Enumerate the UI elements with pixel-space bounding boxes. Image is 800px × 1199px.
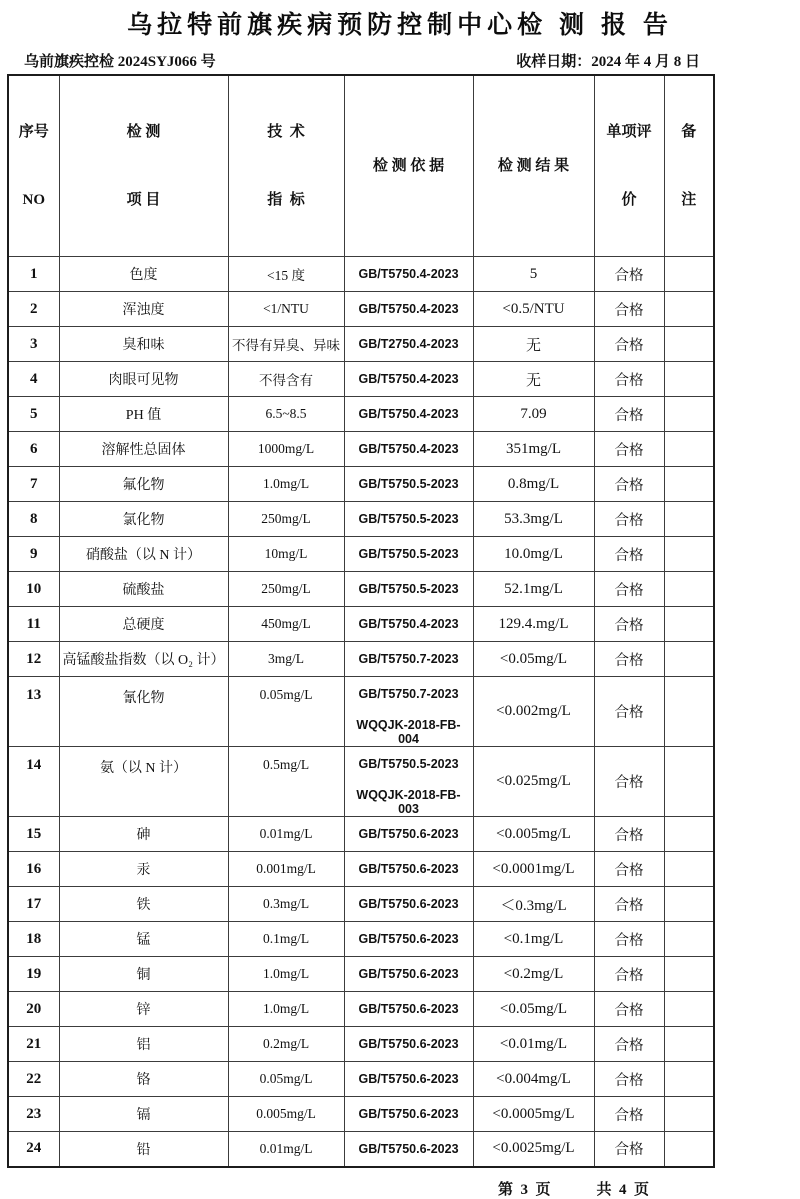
row-tech: 1000mg/L — [228, 432, 344, 467]
basis-standard: GB/T5750.5-2023 — [358, 512, 459, 526]
table-row — [8, 1097, 714, 1132]
basis-standard: GB/T5750.7-2023 — [358, 687, 459, 701]
basis-standard: GB/T5750.4-2023 — [358, 302, 459, 316]
row-no: 20 — [8, 992, 59, 1027]
basis-standard: GB/T5750.7-2023 — [358, 652, 459, 666]
row-item: 溶解性总固体 — [59, 432, 228, 467]
col-header-item: 检 测 项 目 — [59, 75, 228, 257]
row-no: 8 — [8, 502, 59, 537]
basis-standard: GB/T5750.5-2023 — [358, 547, 459, 561]
row-no: 3 — [8, 327, 59, 362]
row-basis — [344, 642, 473, 677]
row-result: <0.0005mg/L — [473, 1097, 594, 1132]
row-tech: 不得有异臭、异味 — [228, 327, 344, 362]
row-remark — [664, 852, 714, 887]
row-result: 52.1mg/L — [473, 572, 594, 607]
row-result: ＜0.3mg/L — [473, 887, 594, 922]
row-eval: 合格 — [594, 572, 664, 607]
row-no: 9 — [8, 537, 59, 572]
basis-standard: GB/T5750.6-2023 — [358, 1037, 459, 1051]
row-basis — [344, 992, 473, 1027]
row-no: 17 — [8, 887, 59, 922]
table-row — [8, 537, 714, 572]
table-row — [8, 607, 714, 642]
basis-standard: GB/T5750.4-2023 — [358, 407, 459, 421]
row-no: 10 — [8, 572, 59, 607]
row-remark — [664, 1132, 714, 1167]
row-result: 53.3mg/L — [473, 502, 594, 537]
row-no: 12 — [8, 642, 59, 677]
basis-standard: GB/T5750.5-2023 — [358, 757, 459, 771]
row-basis — [344, 1132, 473, 1167]
row-result: <0.0001mg/L — [473, 852, 594, 887]
row-basis — [344, 292, 473, 327]
basis-standard: GB/T5750.6-2023 — [358, 827, 459, 841]
row-tech: 0.5mg/L — [228, 747, 344, 817]
row-basis — [344, 467, 473, 502]
row-no: 22 — [8, 1062, 59, 1097]
row-no: 1 — [8, 257, 59, 292]
row-eval: 合格 — [594, 677, 664, 747]
table-row — [8, 1027, 714, 1062]
row-remark — [664, 1097, 714, 1132]
row-remark — [664, 537, 714, 572]
report-subheader — [24, 50, 700, 71]
row-eval: 合格 — [594, 1097, 664, 1132]
row-no: 24 — [8, 1132, 59, 1167]
row-result: <0.05mg/L — [473, 992, 594, 1027]
row-tech: 0.2mg/L — [228, 1027, 344, 1062]
row-basis — [344, 572, 473, 607]
row-item: 硫酸盐 — [59, 572, 228, 607]
row-tech: 0.005mg/L — [228, 1097, 344, 1132]
table-row — [8, 817, 714, 852]
basis-standard: GB/T5750.6-2023 — [358, 897, 459, 911]
row-basis — [344, 747, 473, 817]
row-remark — [664, 467, 714, 502]
row-remark — [664, 502, 714, 537]
basis-standard: GB/T5750.5-2023 — [358, 582, 459, 596]
table-row — [8, 397, 714, 432]
row-eval: 合格 — [594, 852, 664, 887]
row-eval: 合格 — [594, 747, 664, 817]
col-header-remark: 备 注 — [664, 75, 714, 257]
row-basis — [344, 1062, 473, 1097]
row-item: 汞 — [59, 852, 228, 887]
row-tech: 0.01mg/L — [228, 817, 344, 852]
row-remark — [664, 642, 714, 677]
basis-standard: GB/T5750.6-2023 — [358, 862, 459, 876]
row-item: 氯化物 — [59, 502, 228, 537]
row-remark — [664, 677, 714, 747]
basis-standard: GB/T5750.5-2023 — [358, 477, 459, 491]
row-tech: 1.0mg/L — [228, 992, 344, 1027]
table-body — [8, 257, 714, 1167]
row-result: 无 — [473, 362, 594, 397]
row-item: 砷 — [59, 817, 228, 852]
row-eval: 合格 — [594, 1062, 664, 1097]
row-item: 硝酸盐（以 N 计） — [59, 537, 228, 572]
row-result: 10.0mg/L — [473, 537, 594, 572]
row-basis — [344, 607, 473, 642]
page-total: 共 4 页 — [596, 1181, 650, 1198]
row-eval: 合格 — [594, 502, 664, 537]
row-result: 129.4.mg/L — [473, 607, 594, 642]
row-eval: 合格 — [594, 992, 664, 1027]
row-no: 6 — [8, 432, 59, 467]
table-row — [8, 677, 714, 747]
row-remark — [664, 432, 714, 467]
row-remark — [664, 292, 714, 327]
row-tech: 0.1mg/L — [228, 922, 344, 957]
row-tech: 450mg/L — [228, 607, 344, 642]
row-item: 锰 — [59, 922, 228, 957]
row-item: 浑浊度 — [59, 292, 228, 327]
page-title: 乌拉特前旗疾病预防控制中心检 测 报 告 — [127, 11, 673, 39]
table-row — [8, 642, 714, 677]
table-row — [8, 747, 714, 817]
basis-standard: GB/T5750.6-2023 — [358, 1002, 459, 1016]
row-basis — [344, 362, 473, 397]
row-item: 臭和味 — [59, 327, 228, 362]
row-eval: 合格 — [594, 327, 664, 362]
row-item: 铝 — [59, 1027, 228, 1062]
row-eval: 合格 — [594, 957, 664, 992]
row-basis — [344, 327, 473, 362]
page-footer — [498, 1178, 800, 1199]
row-basis — [344, 852, 473, 887]
row-remark — [664, 817, 714, 852]
basis-standard: GB/T5750.4-2023 — [358, 617, 459, 631]
row-remark — [664, 327, 714, 362]
row-result: <0.5/NTU — [473, 292, 594, 327]
row-no: 13 — [8, 677, 59, 747]
row-eval: 合格 — [594, 642, 664, 677]
row-basis — [344, 432, 473, 467]
col-header-result: 检 测 结 果 — [473, 75, 594, 257]
row-no: 23 — [8, 1097, 59, 1132]
row-eval: 合格 — [594, 537, 664, 572]
basis-standard: GB/T5750.4-2023 — [358, 372, 459, 386]
row-remark — [664, 572, 714, 607]
row-basis — [344, 1097, 473, 1132]
row-result: <0.004mg/L — [473, 1062, 594, 1097]
row-item: 氟化物 — [59, 467, 228, 502]
row-item: 色度 — [59, 257, 228, 292]
row-no: 15 — [8, 817, 59, 852]
row-no: 2 — [8, 292, 59, 327]
row-no: 18 — [8, 922, 59, 957]
table-row — [8, 432, 714, 467]
row-remark — [664, 747, 714, 817]
row-eval: 合格 — [594, 817, 664, 852]
row-basis — [344, 397, 473, 432]
row-remark — [664, 922, 714, 957]
row-item: 铜 — [59, 957, 228, 992]
sample-date: 收样日期：2024 年 4 月 8 日 — [516, 54, 700, 70]
table-row — [8, 502, 714, 537]
row-eval: 合格 — [594, 1027, 664, 1062]
row-no: 14 — [8, 747, 59, 817]
row-no: 19 — [8, 957, 59, 992]
table-row — [8, 362, 714, 397]
row-basis — [344, 887, 473, 922]
test-results-table — [7, 74, 715, 1168]
row-eval: 合格 — [594, 1132, 664, 1167]
row-item: 铅 — [59, 1132, 228, 1167]
row-basis — [344, 817, 473, 852]
row-tech: 0.01mg/L — [228, 1132, 344, 1167]
row-result: <0.2mg/L — [473, 957, 594, 992]
row-no: 11 — [8, 607, 59, 642]
row-remark — [664, 397, 714, 432]
row-basis — [344, 257, 473, 292]
row-result: <0.005mg/L — [473, 817, 594, 852]
row-result: <0.025mg/L — [473, 747, 594, 817]
row-remark — [664, 1027, 714, 1062]
row-tech: 不得含有 — [228, 362, 344, 397]
row-item: 锌 — [59, 992, 228, 1027]
table-header-row — [8, 75, 714, 257]
table-row — [8, 992, 714, 1027]
row-item: 氨（以 N 计） — [59, 747, 228, 817]
row-result: 无 — [473, 327, 594, 362]
row-tech: 1.0mg/L — [228, 467, 344, 502]
col-header-eval: 单项评 价 — [594, 75, 664, 257]
row-result: 7.09 — [473, 397, 594, 432]
basis-standard: GB/T5750.6-2023 — [358, 932, 459, 946]
row-tech: 0.3mg/L — [228, 887, 344, 922]
row-no: 16 — [8, 852, 59, 887]
row-result: <0.0025mg/L — [473, 1132, 594, 1167]
report-number: 乌前旗疾控检 2024SYJ066 号 — [24, 54, 216, 70]
row-item: PH 值 — [59, 397, 228, 432]
row-tech: 1.0mg/L — [228, 957, 344, 992]
row-eval: 合格 — [594, 887, 664, 922]
row-tech: 0.05mg/L — [228, 677, 344, 747]
row-result: 351mg/L — [473, 432, 594, 467]
table-row — [8, 852, 714, 887]
table-row — [8, 1062, 714, 1097]
row-tech: 0.05mg/L — [228, 1062, 344, 1097]
row-result: <0.05mg/L — [473, 642, 594, 677]
row-item: 肉眼可见物 — [59, 362, 228, 397]
basis-standard: GB/T5750.6-2023 — [358, 1072, 459, 1086]
row-basis — [344, 502, 473, 537]
basis-method: WQQJK-2018-FB-004 — [356, 718, 461, 746]
row-result: 5 — [473, 257, 594, 292]
row-eval: 合格 — [594, 257, 664, 292]
row-tech: 0.001mg/L — [228, 852, 344, 887]
row-tech: 6.5~8.5 — [228, 397, 344, 432]
table-row — [8, 327, 714, 362]
basis-standard: GB/T5750.4-2023 — [358, 267, 459, 281]
row-eval: 合格 — [594, 292, 664, 327]
row-remark — [664, 887, 714, 922]
row-tech: 250mg/L — [228, 572, 344, 607]
row-no: 21 — [8, 1027, 59, 1062]
row-item: 铁 — [59, 887, 228, 922]
page-number: 第 3 页 — [498, 1181, 551, 1198]
row-tech: <15 度 — [228, 257, 344, 292]
table-row — [8, 572, 714, 607]
row-tech: 250mg/L — [228, 502, 344, 537]
row-tech: <1/NTU — [228, 292, 344, 327]
basis-standard: GB/T5750.4-2023 — [358, 442, 459, 456]
row-tech: 3mg/L — [228, 642, 344, 677]
basis-standard: GB/T5750.6-2023 — [358, 967, 459, 981]
basis-standard: GB/T5750.6-2023 — [358, 1107, 459, 1121]
row-basis — [344, 957, 473, 992]
row-basis — [344, 677, 473, 747]
row-basis — [344, 537, 473, 572]
col-header-tech: 技 术 指 标 — [228, 75, 344, 257]
row-remark — [664, 1062, 714, 1097]
table-row — [8, 957, 714, 992]
row-eval: 合格 — [594, 397, 664, 432]
row-eval: 合格 — [594, 607, 664, 642]
row-basis — [344, 922, 473, 957]
row-no: 4 — [8, 362, 59, 397]
row-result: <0.002mg/L — [473, 677, 594, 747]
row-basis — [344, 1027, 473, 1062]
table-row — [8, 292, 714, 327]
row-eval: 合格 — [594, 922, 664, 957]
col-header-no: 序号 NO — [8, 75, 59, 257]
col-header-basis: 检 测 依 据 — [344, 75, 473, 257]
row-eval: 合格 — [594, 362, 664, 397]
row-eval: 合格 — [594, 467, 664, 502]
row-no: 5 — [8, 397, 59, 432]
row-eval: 合格 — [594, 432, 664, 467]
row-item: 总硬度 — [59, 607, 228, 642]
basis-standard: GB/T2750.4-2023 — [358, 337, 459, 351]
row-item: 镉 — [59, 1097, 228, 1132]
row-item: 铬 — [59, 1062, 228, 1097]
table-row — [8, 467, 714, 502]
row-remark — [664, 607, 714, 642]
table-row — [8, 887, 714, 922]
row-item: 氰化物 — [59, 677, 228, 747]
basis-standard: GB/T5750.6-2023 — [358, 1141, 459, 1156]
row-tech: 10mg/L — [228, 537, 344, 572]
table-row — [8, 1132, 714, 1167]
table-row — [8, 922, 714, 957]
row-result: <0.1mg/L — [473, 922, 594, 957]
table-row — [8, 257, 714, 292]
row-remark — [664, 957, 714, 992]
row-item: 高锰酸盐指数（以 O₂ 计） — [59, 642, 228, 677]
row-remark — [664, 992, 714, 1027]
basis-method: WQQJK-2018-FB-003 — [356, 788, 461, 816]
row-remark — [664, 257, 714, 292]
row-result: 0.8mg/L — [473, 467, 594, 502]
row-remark — [664, 362, 714, 397]
row-no: 7 — [8, 467, 59, 502]
row-result: <0.01mg/L — [473, 1027, 594, 1062]
